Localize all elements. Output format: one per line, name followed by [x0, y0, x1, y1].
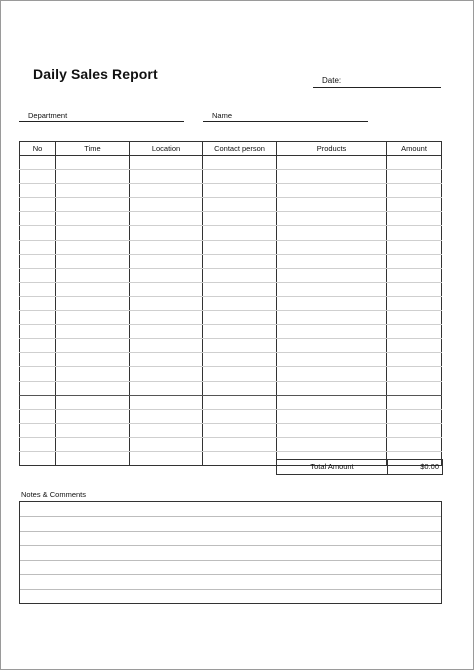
cell-location[interactable] — [130, 184, 203, 198]
cell-amount[interactable] — [387, 170, 442, 184]
cell-location[interactable] — [130, 325, 203, 339]
cell-time[interactable] — [56, 409, 130, 423]
notes-line — [20, 545, 441, 546]
cell-contact-person[interactable] — [203, 240, 277, 254]
notes-line — [20, 531, 441, 532]
cell-amount[interactable] — [387, 212, 442, 226]
column-header-no: No — [20, 142, 56, 156]
cell-products[interactable] — [277, 226, 387, 240]
cell-time[interactable] — [56, 395, 130, 409]
cell-products[interactable] — [277, 296, 387, 310]
name-label: Name — [212, 111, 233, 120]
notes-line — [20, 574, 441, 575]
cell-time[interactable] — [56, 240, 130, 254]
cell-contact-person[interactable] — [203, 156, 277, 170]
cell-amount[interactable] — [387, 437, 442, 451]
cell-no[interactable] — [20, 184, 56, 198]
date-label: Date: — [322, 76, 342, 85]
sales-table-body — [20, 156, 442, 466]
cell-products[interactable] — [277, 423, 387, 437]
table-row — [20, 367, 442, 381]
cell-products[interactable] — [277, 212, 387, 226]
notes-box[interactable] — [19, 501, 442, 604]
cell-amount[interactable] — [387, 311, 442, 325]
department-field[interactable] — [19, 111, 184, 122]
table-row — [20, 212, 442, 226]
cell-location[interactable] — [130, 212, 203, 226]
table-row — [20, 311, 442, 325]
cell-location[interactable] — [130, 367, 203, 381]
cell-products[interactable] — [277, 437, 387, 451]
name-field[interactable] — [203, 111, 368, 122]
cell-no[interactable] — [20, 212, 56, 226]
table-header-row — [20, 142, 442, 156]
cell-amount[interactable] — [387, 198, 442, 212]
sales-table — [19, 141, 442, 466]
cell-products[interactable] — [277, 367, 387, 381]
cell-products[interactable] — [277, 198, 387, 212]
cell-no[interactable] — [20, 198, 56, 212]
cell-no[interactable] — [20, 226, 56, 240]
cell-products[interactable] — [277, 381, 387, 395]
cell-time[interactable] — [56, 268, 130, 282]
cell-time[interactable] — [56, 296, 130, 310]
page-title: Daily Sales Report — [33, 66, 158, 82]
column-header-contact-person: Contact person — [203, 142, 277, 156]
notes-line — [20, 516, 441, 517]
cell-amount[interactable] — [387, 226, 442, 240]
table-row — [20, 268, 442, 282]
cell-location[interactable] — [130, 353, 203, 367]
cell-no[interactable] — [20, 353, 56, 367]
cell-products[interactable] — [277, 268, 387, 282]
table-row — [20, 325, 442, 339]
table-row — [20, 198, 442, 212]
cell-no[interactable] — [20, 170, 56, 184]
cell-time[interactable] — [56, 156, 130, 170]
cell-amount[interactable] — [387, 423, 442, 437]
table-row — [20, 381, 442, 395]
cell-contact-person[interactable] — [203, 170, 277, 184]
table-row — [20, 254, 442, 268]
table-row — [20, 437, 442, 451]
cell-time[interactable] — [56, 254, 130, 268]
cell-no[interactable] — [20, 339, 56, 353]
cell-location[interactable] — [130, 240, 203, 254]
cell-location[interactable] — [130, 451, 203, 465]
cell-amount[interactable] — [387, 296, 442, 310]
table-row — [20, 156, 442, 170]
cell-amount[interactable] — [387, 268, 442, 282]
cell-contact-person[interactable] — [203, 395, 277, 409]
table-row — [20, 409, 442, 423]
cell-location[interactable] — [130, 198, 203, 212]
cell-location[interactable] — [130, 226, 203, 240]
cell-amount[interactable] — [387, 353, 442, 367]
table-row — [20, 339, 442, 353]
cell-time[interactable] — [56, 381, 130, 395]
cell-contact-person[interactable] — [203, 254, 277, 268]
table-row — [20, 395, 442, 409]
cell-products[interactable] — [277, 254, 387, 268]
cell-amount[interactable] — [387, 254, 442, 268]
cell-location[interactable] — [130, 423, 203, 437]
cell-location[interactable] — [130, 282, 203, 296]
column-header-amount: Amount — [387, 142, 442, 156]
cell-no[interactable] — [20, 367, 56, 381]
cell-products[interactable] — [277, 170, 387, 184]
cell-contact-person[interactable] — [203, 226, 277, 240]
cell-time[interactable] — [56, 423, 130, 437]
cell-contact-person[interactable] — [203, 212, 277, 226]
cell-time[interactable] — [56, 367, 130, 381]
table-row — [20, 423, 442, 437]
cell-location[interactable] — [130, 339, 203, 353]
cell-amount[interactable] — [387, 240, 442, 254]
table-row — [20, 296, 442, 310]
cell-location[interactable] — [130, 254, 203, 268]
department-label: Department — [28, 111, 68, 120]
cell-products[interactable] — [277, 184, 387, 198]
notes-label: Notes & Comments — [21, 490, 87, 499]
cell-no[interactable] — [20, 325, 56, 339]
cell-contact-person[interactable] — [203, 296, 277, 310]
cell-contact-person[interactable] — [203, 184, 277, 198]
date-field[interactable] — [313, 75, 441, 88]
cell-products[interactable] — [277, 353, 387, 367]
cell-contact-person[interactable] — [203, 339, 277, 353]
cell-contact-person[interactable] — [203, 451, 277, 465]
cell-products[interactable] — [277, 282, 387, 296]
cell-location[interactable] — [130, 170, 203, 184]
cell-products[interactable] — [277, 409, 387, 423]
cell-no[interactable] — [20, 381, 56, 395]
cell-time[interactable] — [56, 311, 130, 325]
cell-no[interactable] — [20, 240, 56, 254]
table-row — [20, 282, 442, 296]
cell-amount[interactable] — [387, 409, 442, 423]
column-header-products: Products — [277, 142, 387, 156]
cell-time[interactable] — [56, 437, 130, 451]
cell-contact-person[interactable] — [203, 353, 277, 367]
cell-products[interactable] — [277, 325, 387, 339]
cell-location[interactable] — [130, 296, 203, 310]
cell-no[interactable] — [20, 395, 56, 409]
cell-no[interactable] — [20, 437, 56, 451]
total-amount-label: Total Amount — [277, 460, 388, 474]
cell-location[interactable] — [130, 409, 203, 423]
cell-products[interactable] — [277, 395, 387, 409]
cell-contact-person[interactable] — [203, 437, 277, 451]
cell-contact-person[interactable] — [203, 311, 277, 325]
cell-no[interactable] — [20, 156, 56, 170]
total-amount-value: $0.00 — [420, 462, 439, 471]
cell-time[interactable] — [56, 339, 130, 353]
table-row — [20, 184, 442, 198]
cell-amount[interactable] — [387, 325, 442, 339]
cell-no[interactable] — [20, 451, 56, 465]
cell-products[interactable] — [277, 240, 387, 254]
cell-location[interactable] — [130, 395, 203, 409]
cell-location[interactable] — [130, 381, 203, 395]
cell-contact-person[interactable] — [203, 268, 277, 282]
cell-no[interactable] — [20, 282, 56, 296]
column-header-location: Location — [130, 142, 203, 156]
cell-location[interactable] — [130, 311, 203, 325]
cell-location[interactable] — [130, 437, 203, 451]
table-row — [20, 226, 442, 240]
cell-contact-person[interactable] — [203, 423, 277, 437]
cell-products[interactable] — [277, 339, 387, 353]
cell-time[interactable] — [56, 198, 130, 212]
cell-amount[interactable] — [387, 282, 442, 296]
cell-time[interactable] — [56, 226, 130, 240]
cell-no[interactable] — [20, 311, 56, 325]
table-row — [20, 240, 442, 254]
table-row — [20, 353, 442, 367]
notes-line — [20, 560, 441, 561]
cell-products[interactable] — [277, 311, 387, 325]
cell-time[interactable] — [56, 170, 130, 184]
notes-line — [20, 589, 441, 590]
cell-time[interactable] — [56, 184, 130, 198]
cell-no[interactable] — [20, 254, 56, 268]
cell-contact-person[interactable] — [203, 198, 277, 212]
cell-amount[interactable] — [387, 381, 442, 395]
cell-location[interactable] — [130, 268, 203, 282]
total-amount-box — [276, 459, 443, 475]
cell-products[interactable] — [277, 156, 387, 170]
cell-amount[interactable] — [387, 395, 442, 409]
cell-contact-person[interactable] — [203, 409, 277, 423]
cell-amount[interactable] — [387, 156, 442, 170]
cell-location[interactable] — [130, 156, 203, 170]
cell-amount[interactable] — [387, 367, 442, 381]
table-row — [20, 170, 442, 184]
cell-no[interactable] — [20, 296, 56, 310]
cell-no[interactable] — [20, 268, 56, 282]
column-header-time: Time — [56, 142, 130, 156]
cell-no[interactable] — [20, 423, 56, 437]
cell-time[interactable] — [56, 353, 130, 367]
cell-contact-person[interactable] — [203, 367, 277, 381]
cell-time[interactable] — [56, 451, 130, 465]
cell-time[interactable] — [56, 212, 130, 226]
cell-time[interactable] — [56, 325, 130, 339]
cell-time[interactable] — [56, 282, 130, 296]
cell-amount[interactable] — [387, 184, 442, 198]
cell-contact-person[interactable] — [203, 282, 277, 296]
cell-contact-person[interactable] — [203, 325, 277, 339]
cell-contact-person[interactable] — [203, 381, 277, 395]
cell-no[interactable] — [20, 409, 56, 423]
cell-amount[interactable] — [387, 339, 442, 353]
